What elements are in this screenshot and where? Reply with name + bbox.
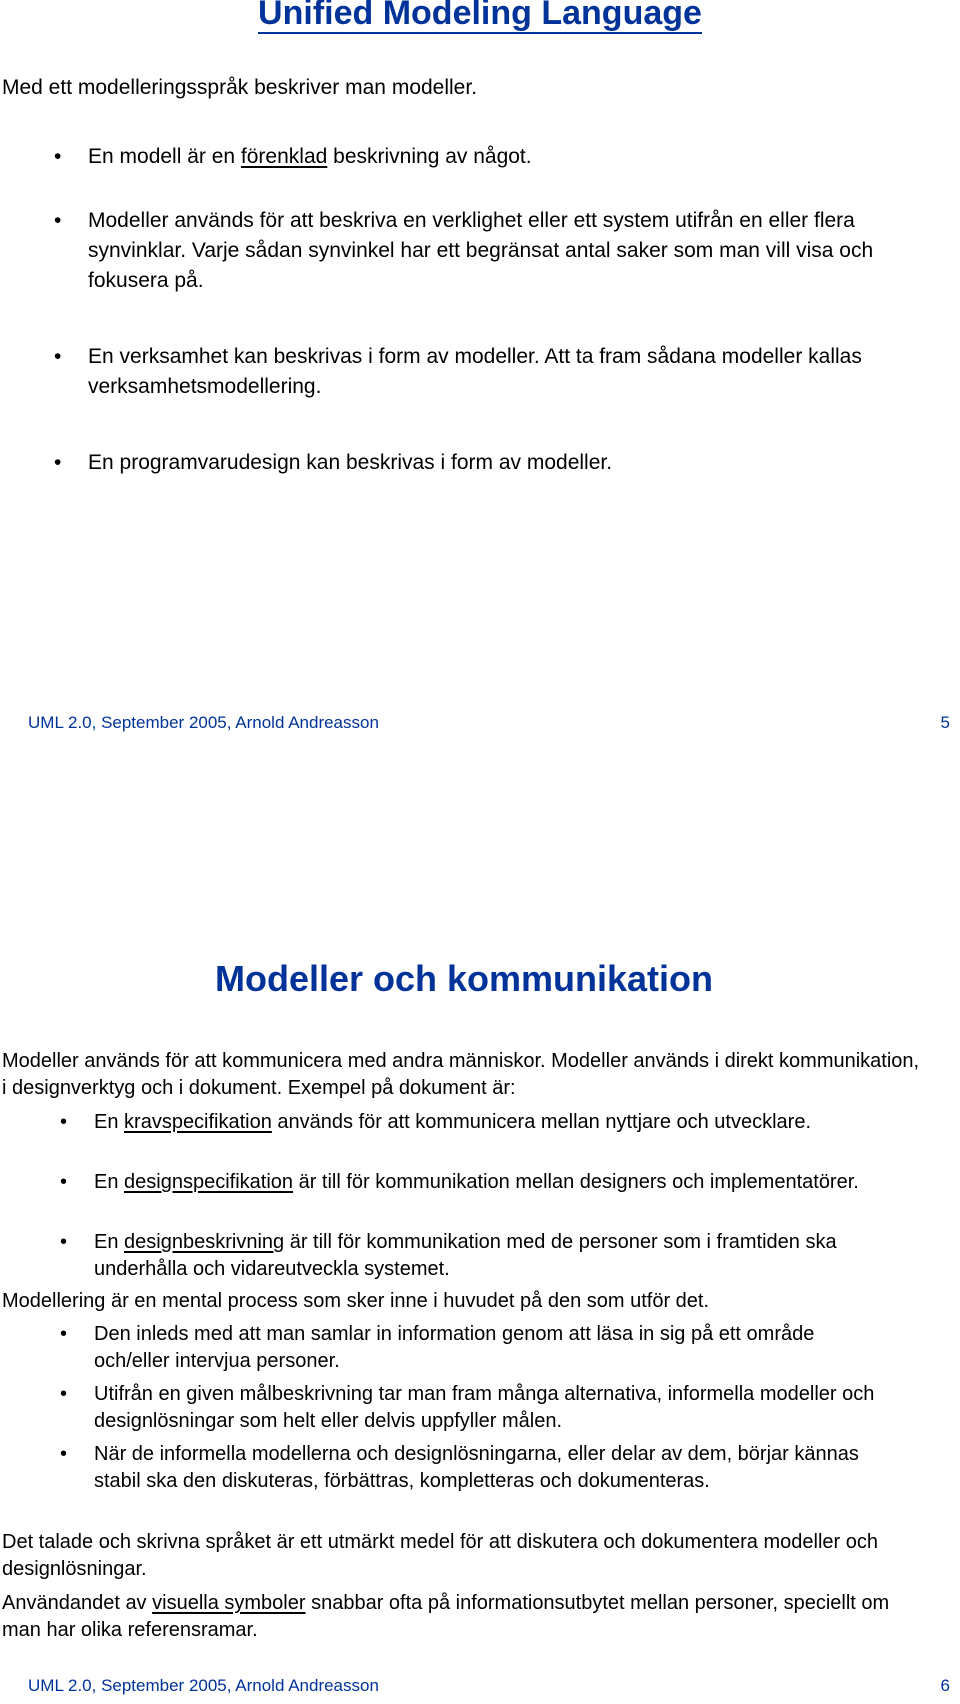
list-item: • En designspecifikation är till för kommunikation mellan designers och implementatörer. [94, 1169, 894, 1196]
intro-text: Med ett modelleringsspråk beskriver man modeller. [2, 76, 478, 99]
page-number: 6 [940, 1676, 950, 1695]
page-number: 5 [940, 713, 950, 732]
bullet-icon: • [60, 1111, 68, 1133]
list-item: • En designbeskrivning är till för kommunikation med de personer som i framtiden ska underhålla och vidareutveckla systemet. [60, 1231, 837, 1280]
list-item: • En programvarudesign kan beskrivas i form av modeller. [88, 448, 928, 478]
list-item: • Utifrån en given målbeskrivning tar man fram många alternativa, informella modeller och designlösningar som helt eller delvis uppfyller målen. [60, 1383, 875, 1432]
footer-text: UML 2.0, September 2005, Arnold Andreasson [28, 713, 379, 732]
bullet-icon: • [60, 1383, 68, 1405]
list-item: • En modell är en förenklad beskrivning av något. [88, 142, 928, 172]
page-title: Modeller och kommunikation [214, 958, 714, 999]
list-item: • När de informella modellerna och designlösningarna, eller delar av dem, börjar kännas stabil ska den diskuteras, förbättras, kompletteras och dokumenteras. [60, 1443, 859, 1492]
bullet-icon: • [60, 1231, 68, 1253]
bullet-icon: • [60, 1443, 68, 1465]
process-intro-text: Modellering är en mental process som sker inne i huvudet på den som utför det. [2, 1290, 710, 1312]
list-item: • En kravspecifikation används för att kommunicera mellan nyttjare och utvecklare. [94, 1109, 894, 1136]
bullet-icon: • [54, 451, 62, 474]
footer-text: UML 2.0, September 2005, Arnold Andreasson [28, 1676, 379, 1695]
bullet-icon: • [54, 209, 62, 232]
bullet-icon: • [54, 145, 62, 168]
bullet-icon: • [54, 345, 62, 368]
bullet-icon: • [60, 1323, 68, 1345]
list-item: • Modeller används för att beskriva en verklighet eller ett system utifrån en eller flera synvinklar. Varje sådan synvinkel har ett begränsat antal saker som man vill visa och fokusera på. [88, 206, 928, 296]
bullet-icon: • [60, 1171, 68, 1193]
closing-text: Användandet av visuella symboler snabbar ofta på informationsutbytet mellan personer, speciellt om man har olika referensramar. [2, 1592, 890, 1641]
closing-text: Det talade och skrivna språket är ett utmärkt medel för att diskutera och dokumentera modeller och designlösningar. [2, 1531, 878, 1580]
intro-text: Modeller används för att kommunicera med andra människor. Modeller används i direkt kommunikation, i designverktyg och i dokument. Exempel på dokument är: [2, 1050, 920, 1099]
page-title: Unified Modeling Language [0, 0, 960, 33]
list-item: • Den inleds med att man samlar in information genom att läsa in sig på ett område och/eller intervjua personer. [60, 1323, 815, 1372]
list-item: • En verksamhet kan beskrivas i form av modeller. Att ta fram sådana modeller kallas verksamhetsmodellering. [88, 342, 928, 402]
